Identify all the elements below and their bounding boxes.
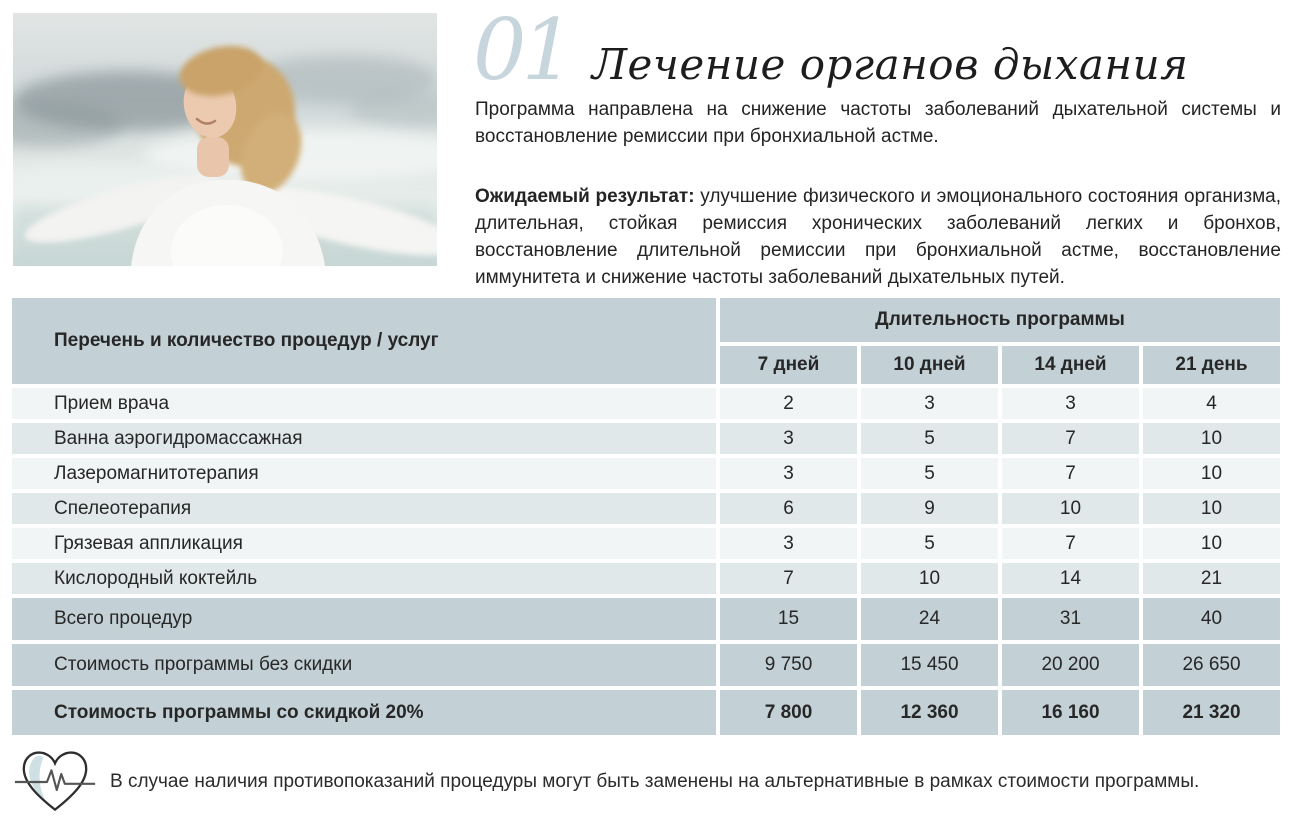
procedure-count: 7 [720, 563, 857, 594]
section-number: 01 [473, 1, 570, 99]
price-value: 15 450 [861, 644, 998, 686]
total-procedures-row [12, 598, 1280, 640]
total-count: 40 [1143, 598, 1280, 640]
procedure-count: 3 [720, 423, 857, 454]
price-value: 9 750 [720, 644, 857, 686]
discount-price-value: 12 360 [861, 690, 998, 735]
procedures-table [8, 294, 1284, 739]
column-group-header-duration: Длительность программы [720, 298, 1280, 342]
procedure-count: 10 [1143, 423, 1280, 454]
procedure-name: Кислородный коктейль [12, 563, 716, 594]
footer-note-text: В случае наличия противопоказаний процедуры могут быть заменены на альтернативные в рамках стоимости программы. [110, 771, 1200, 792]
hero-photo [13, 13, 437, 266]
beach-woman-illustration [13, 13, 437, 266]
procedure-count: 3 [1002, 388, 1139, 419]
total-label: Всего процедур [12, 598, 716, 640]
procedure-count: 10 [1143, 493, 1280, 524]
procedure-name: Спелеотерапия [12, 493, 716, 524]
procedure-count: 9 [861, 493, 998, 524]
total-count: 31 [1002, 598, 1139, 640]
price-value: 20 200 [1002, 644, 1139, 686]
discount-price-label: Стоимость программы со скидкой 20% [12, 690, 716, 735]
table-row [12, 528, 1280, 559]
procedure-count: 10 [861, 563, 998, 594]
expected-result-label: Ожидаемый результат: [475, 186, 695, 207]
procedure-name: Прием врача [12, 388, 716, 419]
procedure-count: 10 [1143, 528, 1280, 559]
page-title: Лечение органов дыхания [591, 40, 1189, 89]
discount-price-value: 21 320 [1143, 690, 1280, 735]
table-row [12, 563, 1280, 594]
price-label: Стоимость программы без скидки [12, 644, 716, 686]
heart-ekg-icon [14, 746, 96, 818]
procedure-count: 7 [1002, 528, 1139, 559]
table-header-row [12, 298, 1280, 342]
price-table [8, 294, 1284, 739]
procedure-count: 4 [1143, 388, 1280, 419]
procedure-count: 7 [1002, 458, 1139, 489]
procedure-count: 6 [720, 493, 857, 524]
procedure-count: 2 [720, 388, 857, 419]
total-count: 15 [720, 598, 857, 640]
section-header [473, 1, 1281, 99]
table-row [12, 458, 1280, 489]
procedure-count: 5 [861, 528, 998, 559]
column-header-14-days: 14 дней [1002, 346, 1139, 384]
discount-price-value: 7 800 [720, 690, 857, 735]
expected-result-text: улучшение физического и эмоционального состояния организма, длительная, стойкая ремиссия хронических заболеваний легких и бронхов, восстановление длительной ремиссии при бронхиальной астме, восстановление иммунитета и снижение частоты заболеваний дыхательных путей. [475, 186, 1281, 288]
procedure-count: 10 [1002, 493, 1139, 524]
procedure-count: 5 [861, 458, 998, 489]
table-row [12, 493, 1280, 524]
discount-price-value: 16 160 [1002, 690, 1139, 735]
procedure-count: 3 [861, 388, 998, 419]
procedure-count: 10 [1143, 458, 1280, 489]
column-header-7-days: 7 дней [720, 346, 857, 384]
column-header-10-days: 10 дней [861, 346, 998, 384]
column-header-21-days: 21 день [1143, 346, 1280, 384]
procedure-count: 7 [1002, 423, 1139, 454]
procedure-count: 21 [1143, 563, 1280, 594]
column-header-procedures: Перечень и количество процедур / услуг [12, 298, 716, 384]
procedure-count: 5 [861, 423, 998, 454]
procedure-name: Грязевая аппликация [12, 528, 716, 559]
footer-note [14, 746, 1281, 818]
procedure-count: 3 [720, 458, 857, 489]
expected-result-paragraph [475, 183, 1281, 291]
procedure-name: Ванна аэрогидромассажная [12, 423, 716, 454]
discount-price-row [12, 690, 1280, 735]
procedure-count: 14 [1002, 563, 1139, 594]
program-description: Программа направлена на снижение частоты заболеваний дыхательной системы и восстановление ремиссии при бронхиальной астме. [475, 99, 1281, 147]
procedure-name: Лазеромагнитотерапия [12, 458, 716, 489]
procedure-count: 3 [720, 528, 857, 559]
table-row [12, 388, 1280, 419]
price-row [12, 644, 1280, 686]
price-value: 26 650 [1143, 644, 1280, 686]
table-row [12, 423, 1280, 454]
total-count: 24 [861, 598, 998, 640]
